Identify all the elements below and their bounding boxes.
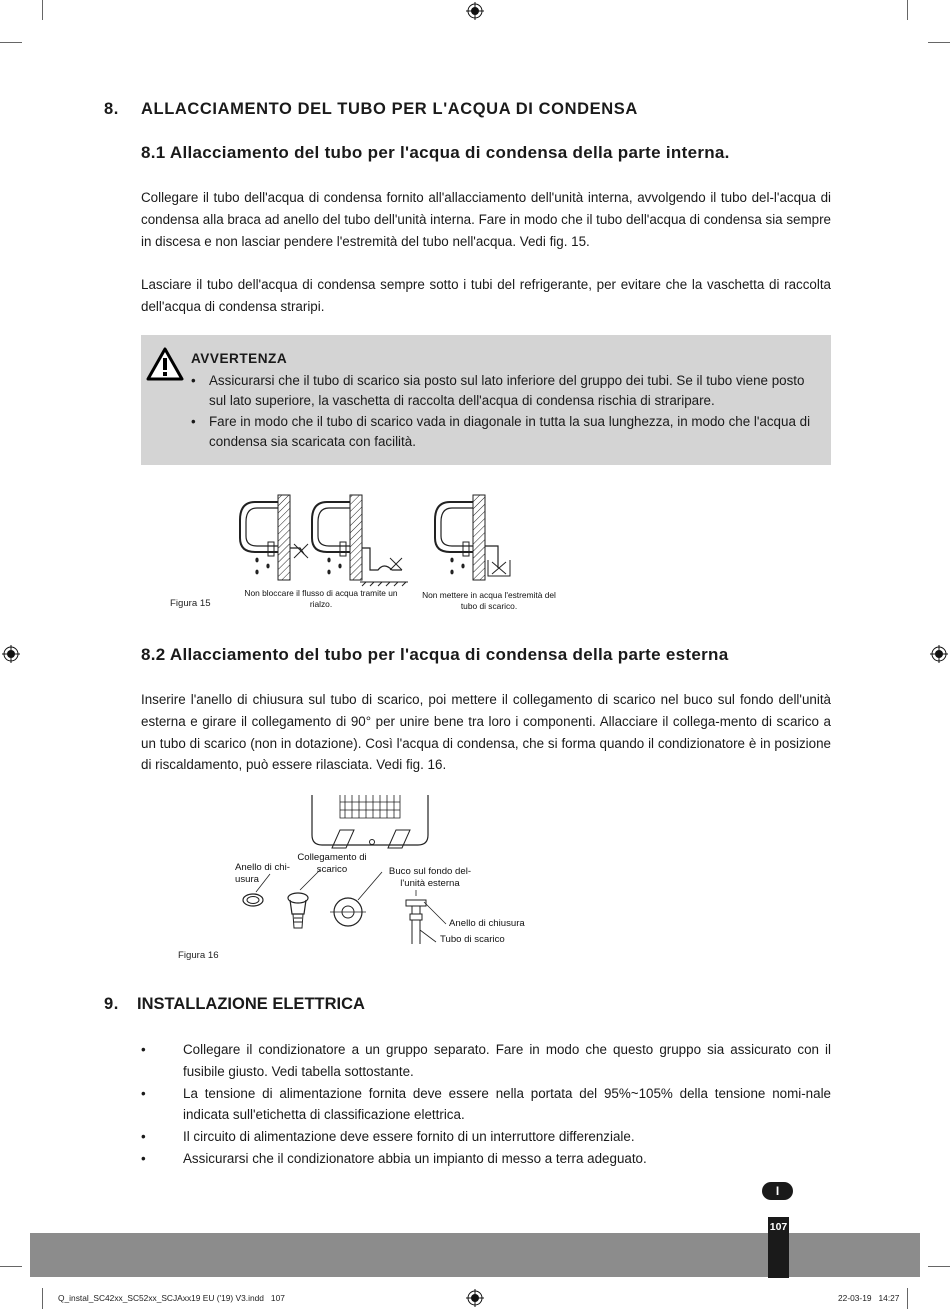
section-9-list (141, 1039, 831, 1170)
warning-item: • Assicurarsi che il tubo di scarico sia posto sul lato inferiore del gruppo dei tubi. Se il tubo viene posto sul lato superiore, la vaschetta di raccolta dell'acqua di condensa rischia di straripare. (191, 371, 821, 412)
crop-mark (907, 1288, 908, 1309)
drain-hose (290, 548, 304, 554)
figure-16-caption: Figura 16 (178, 950, 219, 961)
list-item: • Il circuito di alimentazione deve essere fornito di un interruttore differenziale. (141, 1126, 831, 1148)
sealing-ring (243, 894, 263, 906)
section-8-1-paragraph-2: Lasciare il tubo dell'acqua di condensa sempre sotto i tubi del refrigerante, per evitare che la vaschetta di raccolta dell'acqua di condensa straripi. (141, 277, 831, 314)
sealing-ring (247, 897, 259, 904)
water-drop (327, 558, 330, 563)
crop-mark (0, 42, 22, 43)
leader-line (420, 930, 436, 942)
drain-hose (485, 546, 498, 568)
crop-mark (907, 0, 908, 20)
language-badge-label: I (775, 1184, 780, 1198)
figure-16-label-ring-2: Anello di chiusura (449, 918, 525, 929)
section-9-title: INSTALLAZIONE ELETTRICA (137, 995, 365, 1013)
list-item: • Collegare il condizionatore a un gruppo separato. Fare in modo che questo gruppo sia assicurato con il fusibile giusto. Vedi tabella sottostante. (141, 1039, 831, 1083)
figure-16-label-tube: Tubo di scarico (440, 934, 505, 945)
warning-title: AVVERTENZA (191, 351, 288, 366)
figure-16-label-ring: Anello di chi-usura (235, 862, 290, 885)
section-9-number: 9. (104, 995, 119, 1013)
crop-mark (42, 0, 43, 20)
section-8-title: ALLACCIAMENTO DEL TUBO PER L'ACQUA DI CONDENSA (141, 100, 638, 118)
crop-mark (0, 1266, 22, 1267)
ground-hatch (362, 582, 406, 586)
figure-15-caption: Figura 15 (170, 598, 211, 609)
water-drop (338, 564, 341, 569)
figure-16-label-hole: Buco sul fondo del-l'unità esterna (388, 866, 472, 889)
water-drop (266, 564, 269, 569)
warning-triangle-icon (146, 347, 184, 381)
section-8-number: 8. (104, 100, 119, 118)
section-8-2-title: 8.2 Allacciamento del tubo per l'acqua di condensa della parte esterna (141, 645, 729, 664)
drain-hole (370, 840, 375, 845)
drain-hose (362, 548, 402, 570)
crop-mark (928, 42, 950, 43)
warning-list (191, 371, 821, 453)
pipe-loop (318, 508, 350, 546)
warning-box (141, 335, 831, 465)
footer-date-info: 22-03-19 14:27 (838, 1293, 900, 1303)
wall (278, 495, 290, 580)
list-item: • La tensione di alimentazione fornita deve essere nella portata del 95%~105% della tensione nomi-nale indicata sull'etichetta di classificazione elettrica. (141, 1083, 831, 1127)
footer-file-info: Q_instal_SC42xx_SC52xx_SCJAxx19 EU ('19) V3.indd 107 (58, 1293, 285, 1303)
pipe-joint (340, 542, 346, 556)
warning-item: • Fare in modo che il tubo di scarico vada in diagonale in tutta la sua lunghezza, in modo che l'acqua di condensa sia scaricata con facilità. (191, 412, 821, 453)
figure-15-diagram (230, 490, 570, 590)
wall (473, 495, 485, 580)
outdoor-unit (312, 795, 428, 845)
water-drop (327, 570, 330, 575)
section-8-1-title: 8.1 Allacciamento del tubo per l'acqua di condensa della parte interna. (141, 143, 730, 162)
water-drop (255, 570, 258, 575)
drain-assembly (406, 900, 426, 906)
pipe-loop (441, 508, 473, 546)
figure-16-label-connection: Collegamento di scarico (297, 852, 367, 875)
section-8-1-paragraph-1: Collegare il tubo dell'acqua di condensa fornito all'allacciamento dell'unità interna, avvolgendo il tubo del-l'acqua di condensa alla braca ad anello del tubo dell'unità interna. Fare in modo che il tubo dell'acqua di condensa sia sempre in discesa e non lasciar pendere l'estremità del tubo nell'acqua. Vedi fig. 15. (141, 190, 831, 249)
crop-mark (928, 1266, 950, 1267)
wall (350, 495, 362, 580)
water-drop (255, 558, 258, 563)
leader-line (424, 902, 446, 924)
pipe-joint (268, 542, 274, 556)
section-8-2-paragraph: Inserire l'anello di chiusura sul tubo di scarico, poi mettere il collegamento di scarico nel buco sul fondo dell'unità esterna e girare il collegamento di 90° per unire bene tra loro i componenti. Allacciare il collega-mento di scarico a un tubo di scarico (non in dotazione). Così l'acqua di condensa, che si forma quando il condizionatore è in posizione di riscaldamento, può essere rilasciata. Vedi fig. 16. (141, 692, 831, 773)
language-badge (762, 1182, 793, 1200)
drain-tube (412, 920, 420, 944)
crop-mark (42, 1288, 43, 1309)
registration-mark-icon (466, 1289, 484, 1307)
registration-mark-icon (930, 645, 948, 663)
pipe-loop (246, 508, 278, 546)
water-drop (450, 558, 453, 563)
registration-mark-icon (466, 2, 484, 20)
leader-line (358, 872, 382, 900)
pipe-joint (463, 542, 469, 556)
registration-mark-icon (2, 645, 20, 663)
unit-grille (340, 795, 400, 818)
drain-connection (288, 893, 308, 903)
figure-15-label-right: Non mettere in acqua l'estremità del tubo di scarico. (422, 590, 556, 611)
drain-assembly (410, 906, 422, 920)
page-number: 107 (769, 1221, 788, 1233)
figure-15-label-left: Non bloccare il flusso di acqua tramite un rialzo. (244, 588, 398, 609)
water-drop (450, 570, 453, 575)
list-item: • Assicurarsi che il condizionatore abbia un impianto di messo a terra adeguato. (141, 1148, 831, 1170)
page-number-tab (768, 1217, 789, 1278)
water-drop (461, 564, 464, 569)
drain-connection (293, 914, 303, 928)
